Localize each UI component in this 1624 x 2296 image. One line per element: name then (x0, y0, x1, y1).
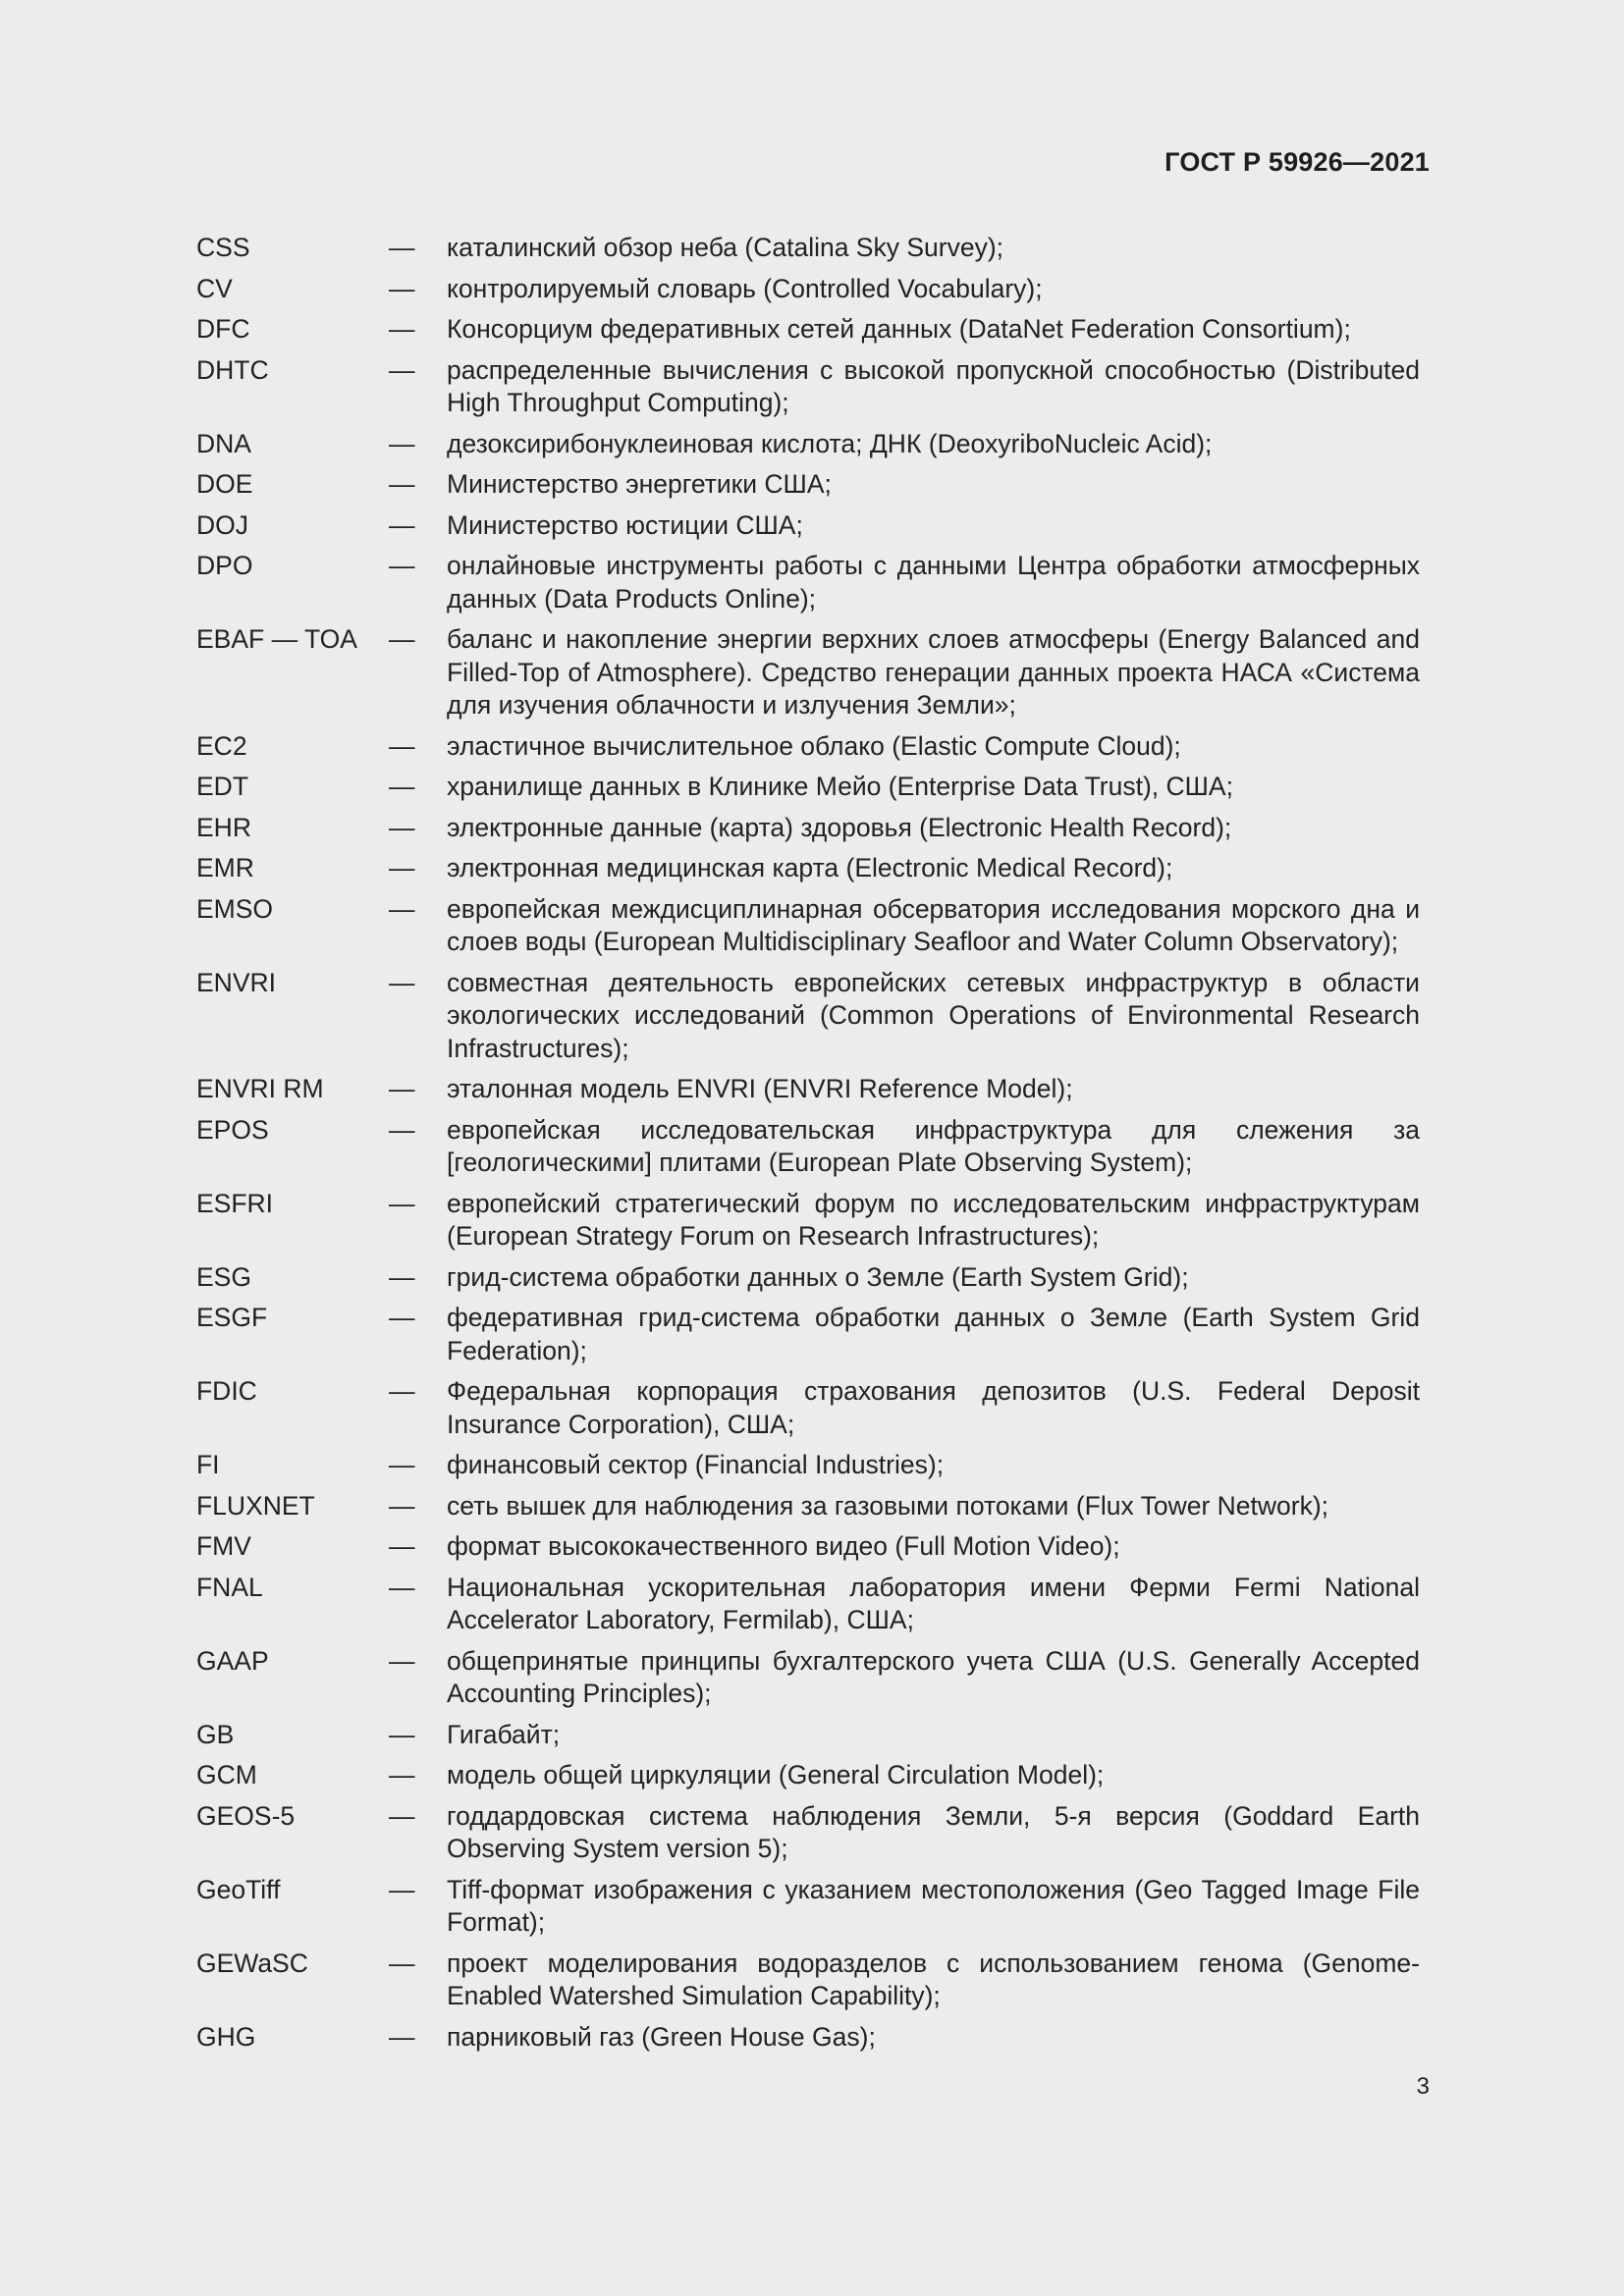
abbreviation-entry (196, 1874, 1420, 1940)
abbreviation-term: EPOS (196, 1114, 269, 1145)
em-dash-separator: — (389, 853, 415, 882)
em-dash-separator: — (389, 1645, 415, 1676)
abbreviation-term: GEOS-5 (196, 1800, 296, 1831)
abbreviation-term: DOE (196, 469, 253, 499)
abbreviation-definition: электронные данные (карта) здоровья (Electronic Health Record); (447, 812, 1232, 842)
abbreviation-entry (196, 1530, 1420, 1564)
abbreviation-term: DHTC (196, 354, 269, 385)
em-dash-separator: — (389, 1074, 415, 1103)
abbreviation-definition: хранилище данных в Клинике Мейо (Enterprise Data Trust), США; (447, 772, 1233, 801)
abbreviation-definition: контролируемый словарь (Controlled Vocabulary); (447, 273, 1043, 303)
abbreviation-entry (196, 730, 1420, 764)
abbreviation-definition: баланс и накопление энергии верхних слоев атмосферы (Energy Balanced and Filled-Top of Atmosphere). Средство генерации данных проекта НАСА «Система для изучения облачности и излучения Земли»; (447, 624, 1420, 720)
abbreviation-term: GAAP (196, 1645, 269, 1676)
abbreviations-list (196, 232, 1420, 2061)
abbreviation-entry (196, 852, 1420, 885)
abbreviation-definition: формат высококачественного видео (Full Motion Video); (447, 1531, 1120, 1561)
abbreviation-term: GHG (196, 2021, 256, 2052)
abbreviation-entry (196, 428, 1420, 461)
abbreviation-term: DOJ (196, 509, 248, 540)
abbreviation-definition: финансовый сектор (Financial Industries); (447, 1450, 945, 1479)
abbreviation-definition: совместная деятельность европейских сетевых инфраструктур в области экологических исследований (Common Operations of Environmental Research Infrastructures); (447, 967, 1420, 1063)
abbreviation-entry (196, 1490, 1420, 1523)
abbreviation-definition: европейская исследовательская инфраструктура для слежения за [геологическими] плитами (European Plate Observing System); (447, 1114, 1420, 1177)
abbreviation-definition: эталонная модель ENVRI (ENVRI Reference Model); (447, 1074, 1073, 1103)
abbreviation-entry (196, 509, 1420, 543)
abbreviation-term: EHR (196, 812, 251, 842)
abbreviation-definition: Tiff-формат изображения с указанием местоположения (Geo Tagged Image File Format); (447, 1874, 1420, 1937)
abbreviation-definition: Министерство энергетики США; (447, 469, 832, 499)
abbreviation-entry (196, 232, 1420, 265)
em-dash-separator: — (389, 1450, 415, 1479)
em-dash-separator: — (389, 314, 415, 344)
em-dash-separator: — (389, 469, 415, 499)
abbreviation-entry (196, 812, 1420, 845)
abbreviation-definition: сеть вышек для наблюдения за газовыми потоками (Flux Tower Network); (447, 1490, 1329, 1521)
em-dash-separator: — (389, 1948, 415, 1978)
abbreviation-term: GeoTiff (196, 1874, 281, 1904)
em-dash-separator: — (389, 428, 415, 458)
abbreviation-definition: онлайновые инструменты работы с данными Центра обработки атмосферных данных (Data Products Online); (447, 551, 1420, 614)
em-dash-separator: — (389, 509, 415, 540)
abbreviation-entry (196, 1375, 1420, 1441)
abbreviation-definition: Гигабайт; (447, 1719, 561, 1749)
abbreviation-entry (196, 967, 1420, 1066)
em-dash-separator: — (389, 1531, 415, 1561)
abbreviation-entry (196, 1572, 1420, 1637)
abbreviation-definition: распределенные вычисления с высокой пропускной способностью (Distributed High Throughput Computing); (447, 354, 1420, 417)
abbreviation-definition: парниковый газ (Green House Gas); (447, 2021, 876, 2052)
abbreviation-definition: каталинский обзор неба (Catalina Sky Survey); (447, 233, 1004, 262)
em-dash-separator: — (389, 273, 415, 303)
document-code-header: ГОСТ Р 59926—2021 (1164, 147, 1430, 177)
abbreviation-entry (196, 1188, 1420, 1254)
abbreviation-entry (196, 1302, 1420, 1367)
abbreviation-entry (196, 1800, 1420, 1866)
abbreviation-entry (196, 1759, 1420, 1792)
abbreviation-definition: европейская междисциплинарная обсерватория исследования морского дна и слоев воды (European Multidisciplinary Seafloor and Water Column Observatory); (447, 893, 1420, 956)
abbreviation-term: FNAL (196, 1572, 263, 1602)
abbreviation-term: FI (196, 1450, 220, 1479)
abbreviation-term: ENVRI (196, 967, 276, 997)
abbreviation-term: DFC (196, 314, 250, 344)
abbreviation-term: GB (196, 1719, 235, 1749)
abbreviation-entry (196, 1114, 1420, 1180)
abbreviation-entry (196, 623, 1420, 722)
abbreviation-entry (196, 313, 1420, 347)
em-dash-separator: — (389, 1800, 415, 1831)
abbreviation-entry (196, 1645, 1420, 1711)
abbreviation-definition: Федеральная корпорация страхования депозитов (U.S. Federal Deposit Insurance Corporation), США; (447, 1376, 1420, 1439)
abbreviation-definition: Национальная ускорительная лаборатория имени Ферми Fermi National Accelerator Laboratory, Fermilab), США; (447, 1572, 1420, 1634)
abbreviation-term: DNA (196, 428, 251, 458)
abbreviation-entry (196, 354, 1420, 420)
abbreviation-entry (196, 2021, 1420, 2055)
abbreviation-term: EBAF — TOA (196, 624, 357, 654)
abbreviation-term: EMSO (196, 893, 274, 924)
abbreviation-entry (196, 893, 1420, 959)
abbreviation-term: CV (196, 273, 233, 303)
em-dash-separator: — (389, 1114, 415, 1145)
em-dash-separator: — (389, 624, 415, 654)
abbreviation-entry (196, 1719, 1420, 1752)
em-dash-separator: — (389, 1261, 415, 1292)
abbreviation-entry (196, 550, 1420, 615)
em-dash-separator: — (389, 967, 415, 997)
abbreviation-term: ESFRI (196, 1188, 274, 1218)
abbreviation-definition: годдардовская система наблюдения Земли, 5-я версия (Goddard Earth Observing System version 5); (447, 1800, 1420, 1863)
em-dash-separator: — (389, 1760, 415, 1789)
abbreviation-definition: эластичное вычислительное облако (Elastic Compute Cloud); (447, 730, 1181, 761)
abbreviation-term: ESG (196, 1261, 251, 1292)
abbreviation-definition: модель общей циркуляции (General Circulation Model); (447, 1760, 1105, 1789)
abbreviation-entry (196, 771, 1420, 804)
em-dash-separator: — (389, 1572, 415, 1602)
em-dash-separator: — (389, 233, 415, 262)
em-dash-separator: — (389, 1874, 415, 1904)
abbreviation-term: FLUXNET (196, 1490, 315, 1521)
abbreviation-term: ENVRI RM (196, 1074, 324, 1103)
abbreviation-term: FMV (196, 1531, 251, 1561)
em-dash-separator: — (389, 2021, 415, 2052)
abbreviation-definition: дезоксирибонуклеиновая кислота; ДНК (DeoxyriboNucleic Acid); (447, 428, 1213, 458)
abbreviation-term: FDIC (196, 1376, 257, 1406)
abbreviation-term: DPO (196, 551, 253, 580)
abbreviation-definition: европейский стратегический форум по исследовательским инфраструктурам (European Strategy Forum on Research Infrastructures); (447, 1188, 1420, 1251)
em-dash-separator: — (389, 1719, 415, 1749)
abbreviation-definition: общепринятые принципы бухгалтерского учета США (U.S. Generally Accepted Accounting Principles); (447, 1645, 1420, 1708)
abbreviation-term: EC2 (196, 730, 247, 761)
abbreviation-definition: проект моделирования водоразделов с использованием генома (Genome-Enabled Watershed Simulation Capability); (447, 1948, 1420, 2010)
em-dash-separator: — (389, 730, 415, 761)
em-dash-separator: — (389, 1490, 415, 1521)
em-dash-separator: — (389, 772, 415, 801)
abbreviation-entry (196, 1073, 1420, 1106)
abbreviation-definition: электронная медицинская карта (Electronic Medical Record); (447, 853, 1173, 882)
abbreviation-definition: Консорциум федеративных сетей данных (DataNet Federation Consortium); (447, 314, 1351, 344)
em-dash-separator: — (389, 1188, 415, 1218)
abbreviation-definition: грид-система обработки данных о Земле (Earth System Grid); (447, 1261, 1189, 1292)
em-dash-separator: — (389, 812, 415, 842)
em-dash-separator: — (389, 354, 415, 385)
abbreviation-term: EDT (196, 772, 248, 801)
abbreviation-definition: Министерство юстиции США; (447, 509, 803, 540)
em-dash-separator: — (389, 1303, 415, 1332)
abbreviation-term: EMR (196, 853, 254, 882)
page-number: 3 (1416, 2073, 1430, 2100)
em-dash-separator: — (389, 893, 415, 924)
em-dash-separator: — (389, 1376, 415, 1406)
abbreviation-entry (196, 273, 1420, 306)
abbreviation-term: CSS (196, 233, 250, 262)
abbreviation-entry (196, 1948, 1420, 2013)
abbreviation-entry (196, 468, 1420, 502)
abbreviation-entry (196, 1261, 1420, 1295)
abbreviation-term: GEWaSC (196, 1948, 308, 1978)
em-dash-separator: — (389, 551, 415, 580)
abbreviation-entry (196, 1449, 1420, 1482)
abbreviation-definition: федеративная грид-система обработки данных о Земле (Earth System Grid Federation); (447, 1303, 1420, 1365)
abbreviation-term: GCM (196, 1760, 257, 1789)
abbreviation-term: ESGF (196, 1303, 268, 1332)
